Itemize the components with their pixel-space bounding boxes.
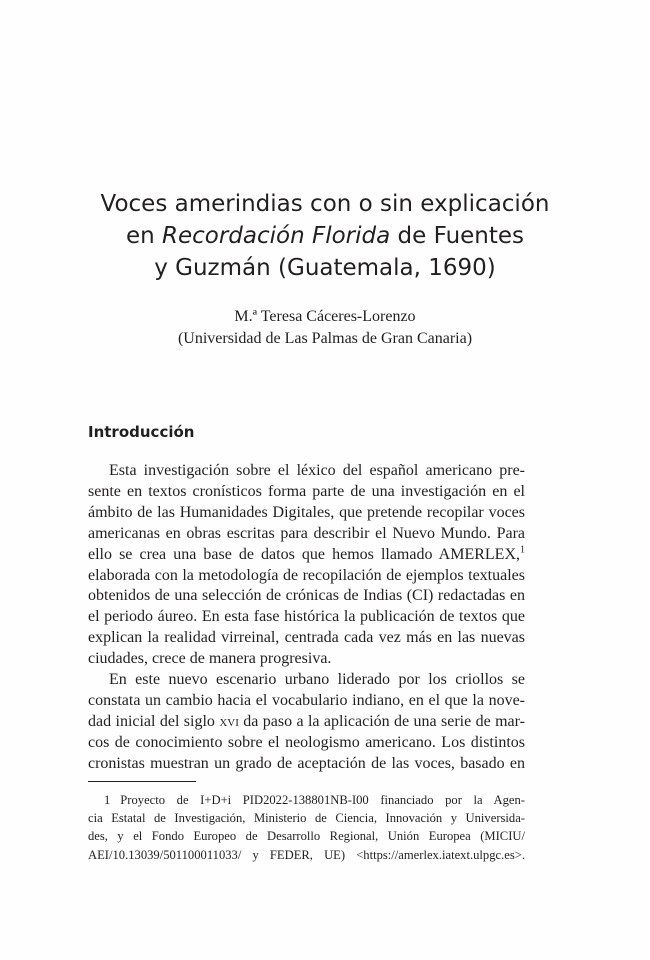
footnote-line: AEI/10.13039/501100011033/ y FEDER, UE) <https://amerlex.iatext.ulpgc.es>. [88, 847, 525, 862]
title-line-2-prefix: en [125, 223, 162, 249]
paragraph-line [88, 712, 525, 733]
footnote-line: des, y el Fondo Europeo de Desarrollo Regional, Unión Europea (MICIU/ [88, 829, 525, 844]
paragraph-line [88, 545, 525, 566]
paragraph-line: explican la realidad virreinal, centrada cada vez más en las nuevas [88, 629, 525, 647]
paragraph-line: cronistas muestran un grado de aceptación de las voces, basado en [88, 754, 525, 772]
century-numeral: xvi [219, 712, 239, 730]
author-name: M.ª Teresa Cáceres-Lorenzo [234, 308, 416, 325]
footnote-line [88, 791, 525, 809]
paragraph-text: dad inicial del siglo [88, 712, 220, 730]
paragraph-line: ámbito de las Humanidades Digitales, que pretende recopilar voces [88, 503, 525, 521]
footnote-number: 1 [104, 793, 111, 807]
footnote-text: Proyecto de I+D+i PID2022-138801NB-I00 financiado por la Agen- [120, 793, 525, 807]
paragraph-line: elaborada con la metodología de recopilación de ejemplos textuales [88, 566, 525, 584]
paragraph-text: da paso a la aplicación de una serie de mar- [238, 712, 525, 730]
paragraph-line: ciudades, crece de manera progresiva. [88, 650, 332, 668]
title-line-2-suffix: de Fuentes [390, 223, 525, 249]
title-line-1: Voces amerindias con o sin explicación [100, 191, 550, 217]
paragraph-line: cos de conocimiento sobre el neologismo americano. Los distintos [88, 733, 525, 751]
paragraph-line: En este nuevo escenario urbano liderado por los criollos se [109, 671, 525, 689]
author-block [60, 306, 590, 350]
author-affiliation: (Universidad de Las Palmas de Gran Canaria) [177, 330, 473, 347]
footnote-reference: 1 [520, 544, 525, 556]
paragraph-line: constata un cambio hacia el vocabulario indiano, en el que la nove- [88, 691, 525, 709]
paragraph-line: sente en textos cronísticos forma parte de una investigación en el [88, 482, 525, 500]
body-text [88, 461, 525, 775]
paragraph-line: Esta investigación sobre el léxico del español americano pre- [109, 462, 525, 479]
paragraph-text: ello se crea una base de datos que hemos llamado AMERLEX, [88, 545, 520, 563]
title-italic-work: Recordación Florida [162, 223, 391, 249]
footnote-divider [88, 781, 196, 782]
footnote [88, 791, 525, 864]
paragraph-line: americanas en obras escritas para describir el Nuevo Mundo. Para [88, 524, 525, 542]
paragraph-line: el periodo áureo. En esta fase histórica la publicación de textos que [88, 608, 525, 626]
footnote-line: cia Estatal de Investigación, Ministerio de Ciencia, Innovación y Universida- [88, 811, 525, 826]
title-line-3: y Guzmán (Guatemala, 1690) [154, 255, 496, 281]
title-line-2 [60, 220, 590, 252]
chapter-title [60, 188, 590, 284]
paragraph-line: obtenidos de una selección de crónicas de Indias (CI) redactadas en [88, 587, 525, 605]
section-heading: Introducción [88, 423, 195, 441]
